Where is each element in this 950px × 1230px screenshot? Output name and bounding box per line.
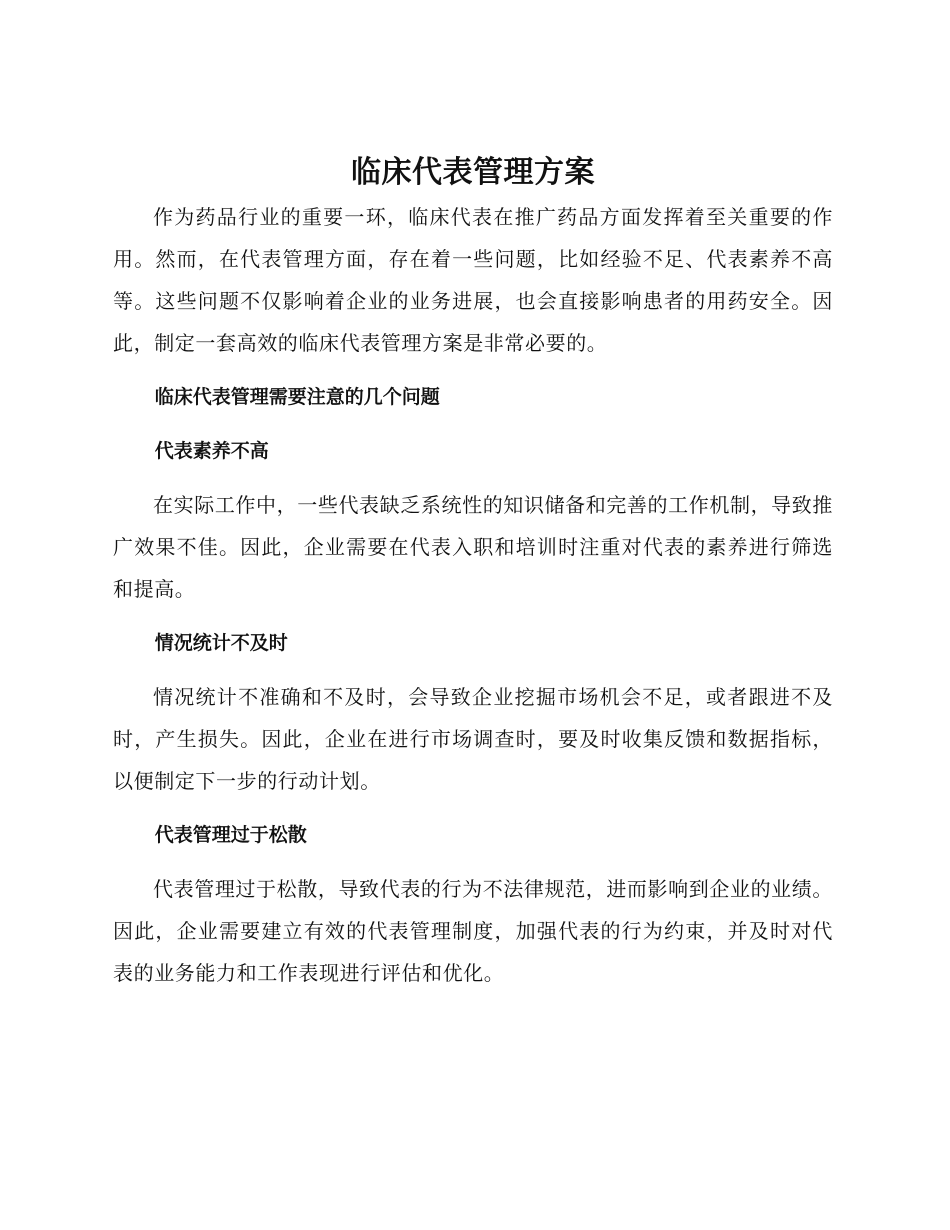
spacer	[113, 610, 833, 622]
intro-paragraph: 作为药品行业的重要一环，临床代表在推广药品方面发挥着至关重要的作用。然而，在代表管理方面，存在着一些问题，比如经验不足、代表素养不高等。这些问题不仅影响着企业的业务进展，也会直接影响患者的用药安全。因此，制定一套高效的临床代表管理方案是非常必要的。	[113, 205, 833, 355]
spacer	[113, 856, 833, 868]
issue-heading: 代表素养不高	[154, 440, 269, 462]
section-heading: 临床代表管理需要注意的几个问题	[154, 386, 440, 408]
document-page	[113, 150, 833, 994]
issue-heading: 情况统计不及时	[154, 632, 288, 654]
issue-body: 情况统计不准确和不及时，会导致企业挖掘市场机会不足，或者跟进不及时，产生损失。因此，企业在进行市场调查时，要及时收集反馈和数据指标，以便制定下一步的行动计划。	[113, 685, 833, 793]
document-title: 临床代表管理方案	[351, 155, 595, 190]
spacer	[113, 802, 833, 814]
spacer	[113, 472, 833, 484]
spacer	[113, 664, 833, 676]
spacer	[113, 418, 833, 430]
issue-body: 代表管理过于松散，导致代表的行为不法律规范，进而影响到企业的业绩。因此，企业需要建立有效的代表管理制度，加强代表的行为约束，并及时对代表的业务能力和工作表现进行评估和优化。	[113, 877, 833, 985]
issue-body: 在实际工作中，一些代表缺乏系统性的知识储备和完善的工作机制，导致推广效果不佳。因此，企业需要在代表入职和培训时注重对代表的素养进行筛选和提高。	[113, 493, 833, 601]
issue-heading: 代表管理过于松散	[154, 824, 307, 846]
spacer	[113, 364, 833, 376]
